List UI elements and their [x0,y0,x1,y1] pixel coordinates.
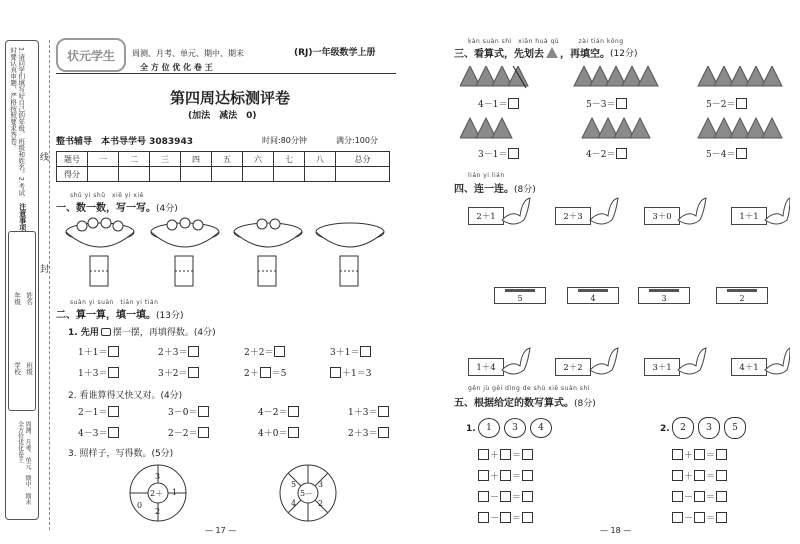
q2-eq-8: 2＋3＝ [348,426,389,439]
answer-box[interactable] [736,148,747,159]
bird-icon [765,198,790,224]
mid-card-3[interactable]: 3 [638,287,690,304]
mid-card-4[interactable]: 4 [567,287,619,304]
score-table [56,151,390,182]
group2-label: 2. [660,424,670,434]
top-card-2[interactable]: 2＋3 [555,207,591,225]
full-score-text: 满分:100分 [336,136,378,145]
q2-eq-3: 4－2＝ [258,405,299,418]
name-label: 姓名 [25,292,34,305]
cloud-number-4: 4 [530,418,552,438]
answer-box[interactable] [378,427,389,438]
sec3-eq-5: 4－2＝ [586,147,627,160]
wheel-1: 3 2＋ 1 0 2 [128,463,188,523]
q1-eq-7: 2＋ ＝5 [244,369,287,379]
sec2-heading: 二、算一算，填一填。(13分) [56,310,184,321]
guide-text: 整书辅导 本书导学号 3083943 [56,137,193,147]
bottom-card-4[interactable]: 4＋1 [731,358,767,376]
answer-box[interactable] [188,367,199,378]
answer-box[interactable] [330,367,341,378]
answer-box[interactable] [108,367,119,378]
bird-icon [765,348,790,374]
answer-boxes [90,256,358,286]
sec3-eq-3: 5－2＝ [706,97,747,110]
grade-label-header: (RJ)一年级数学上册 [294,48,376,58]
group1-label: 1. [466,424,476,434]
notes-text: 1.请同学们填写好自己的年级、班级和姓名。2.考试时要认真审题，严格按照要求答卷。 [9,47,26,196]
flower-number-2: 2 [672,417,694,439]
answer-box[interactable] [736,98,747,109]
page-number-left: — 17 — [205,526,237,535]
bottom-card-1[interactable]: 1＋4 [468,358,504,376]
q1-eq-5: 1＋3＝ [78,366,119,379]
class-label: 班级 [25,362,34,375]
answer-box[interactable] [288,427,299,438]
time-text: 时间:80分钟 [262,136,307,145]
answer-box[interactable] [508,98,519,109]
q3-text: 3. 照样子，写得数。(5分) [68,449,174,459]
top-card-4[interactable]: 1＋1 [731,207,767,225]
sec2-pinyin: suàn yi suàn tián yi tián [70,299,159,306]
q2-eq-1: 2－1＝ [78,405,119,418]
bird-icon [502,348,530,374]
g2-row-4: － ＝ [672,511,727,524]
bird-icon [502,198,530,224]
g2-row-2: ＋ ＝ [672,469,727,482]
answer-box[interactable] [108,427,119,438]
plate-2 [151,218,219,247]
sec4-heading: 四、连一连。(8分) [454,184,536,195]
bird-icons-top [500,196,790,236]
q1-eq-8: ＋1＝3 [330,366,371,379]
q2-eq-4: 1＋3＝ [348,405,389,418]
bird-icons-bottom [500,346,790,386]
sec5-pinyin: gēn jù gěi dìng de shù xiě suàn shì [468,385,590,392]
answer-box[interactable] [616,148,627,159]
triangle-group-6 [698,118,782,138]
bird-icon [678,198,706,224]
bird-icon [590,198,618,224]
cloud-number-3: 3 [504,418,526,438]
cloud-number-1: 1 [478,418,500,438]
bird-icon [590,348,618,374]
triangle-group-3 [698,66,782,86]
answer-box[interactable] [378,406,389,417]
bottom-card-2[interactable]: 2＋2 [555,358,591,376]
g1-row-2: ＋ ＝ [478,469,533,482]
brand-logo: 状元学生 [56,38,126,72]
notes-label: 注意事项 [18,203,27,231]
flower-number-5: 5 [724,417,746,439]
sec5-heading: 五、根据给定的数写算式。(8分) [454,398,596,409]
sec3-eq-2: 5－3＝ [586,97,627,110]
plate-3 [234,219,302,247]
plates-figure [60,214,390,294]
bird-icon [678,348,706,374]
school-label: 学校 [13,362,22,375]
q1-eq-6: 3＋2＝ [158,366,199,379]
page-number-right: — 18 — [600,526,632,535]
q2-eq-6: 2－2＝ [168,426,209,439]
sec1-pinyin: shǔ yi shǔ xiě yi xiě [70,192,144,199]
q2-eq-2: 3－0＝ [168,405,209,418]
sec3-heading: 三、看算式，先划去 ，再填空。 (12分) [454,49,638,60]
g1-row-3: － ＝ [478,490,533,503]
sec3-eq-6: 5－4＝ [706,147,747,160]
cut-line [49,40,50,530]
q1-eq-2: 2＋3＝ [158,345,199,358]
answer-box[interactable] [274,346,285,357]
triangle-group-1 [460,66,528,88]
answer-box[interactable] [260,367,271,378]
mid-card-2[interactable]: 2 [716,287,768,304]
q1-eq-4: 3＋1＝ [330,345,371,358]
info-box [8,231,36,411]
plate-4 [316,223,384,247]
g2-row-1: ＋ ＝ [672,448,727,461]
top-card-3[interactable]: 3＋0 [644,207,680,225]
g1-row-1: ＋ ＝ [478,448,533,461]
answer-box[interactable] [108,346,119,357]
bottom-card-3[interactable]: 3＋1 [644,358,680,376]
series-text: 周测、月考、单元、期中、期末 [132,49,244,58]
q1-eq-1: 1＋1＝ [78,345,119,358]
triangle-group-4 [460,118,512,138]
header-rule [56,73,396,74]
answer-box[interactable] [616,98,627,109]
top-card-1[interactable]: 2＋1 [468,207,504,225]
series-subtext: 全 方 位 优 化 卷 王 [140,63,213,72]
g1-row-4: － ＝ [478,511,533,524]
answer-box[interactable] [198,427,209,438]
q2-eq-7: 4＋0＝ [258,426,299,439]
seal-mark: 封 [40,265,50,275]
q2-text: 2. 看谁算得又快又对。(4分) [68,391,183,401]
triangle-group-2 [574,66,658,86]
score-table-header: 题号 一 二 三 四 五 六 七 八 总分 [57,152,390,167]
q1-eq-3: 2＋2＝ [244,345,285,358]
mid-card-5[interactable]: 5 [494,287,546,304]
flower-number-3: 3 [698,417,720,439]
page-subtitle: (加法 减法 0) [188,111,257,121]
sec3-eq-1: 4－1＝ [478,97,519,110]
line-mark: 线 [40,153,50,163]
counter-icon [101,328,111,336]
binding-strip [5,40,39,520]
triangle-group-5 [582,118,650,138]
answer-box[interactable] [360,346,371,357]
sec4-pinyin: lián yi lián [468,172,505,179]
sec3-eq-4: 3－1＝ [478,147,519,160]
answer-box[interactable] [288,406,299,417]
answer-box[interactable] [108,406,119,417]
page-title: 第四周达标测评卷 [170,89,291,107]
answer-box[interactable] [188,346,199,357]
plate-1 [66,218,134,247]
bottom-strip-text: 周测、月考、单元、期中、期末 全方位优化卷王 [16,421,31,505]
grade-label: 年级 [13,292,22,305]
q2-eq-5: 4－3＝ [78,426,119,439]
sec1-heading: 一、数一数，写一写。(4分) [56,203,178,214]
g2-row-3: － ＝ [672,490,727,503]
score-table-row: 得分 [57,167,390,182]
answer-box[interactable] [198,406,209,417]
q1-text: 1. 先用 摆一摆，再填得数。(4分) [68,328,216,338]
answer-box[interactable] [508,148,519,159]
triangle-icon [546,47,558,58]
sec3-pinyin: kàn suàn shì xiān huà qù zài tián kōng [468,38,624,45]
wheel-2: 5 3 5－ 4 2 [278,463,338,523]
